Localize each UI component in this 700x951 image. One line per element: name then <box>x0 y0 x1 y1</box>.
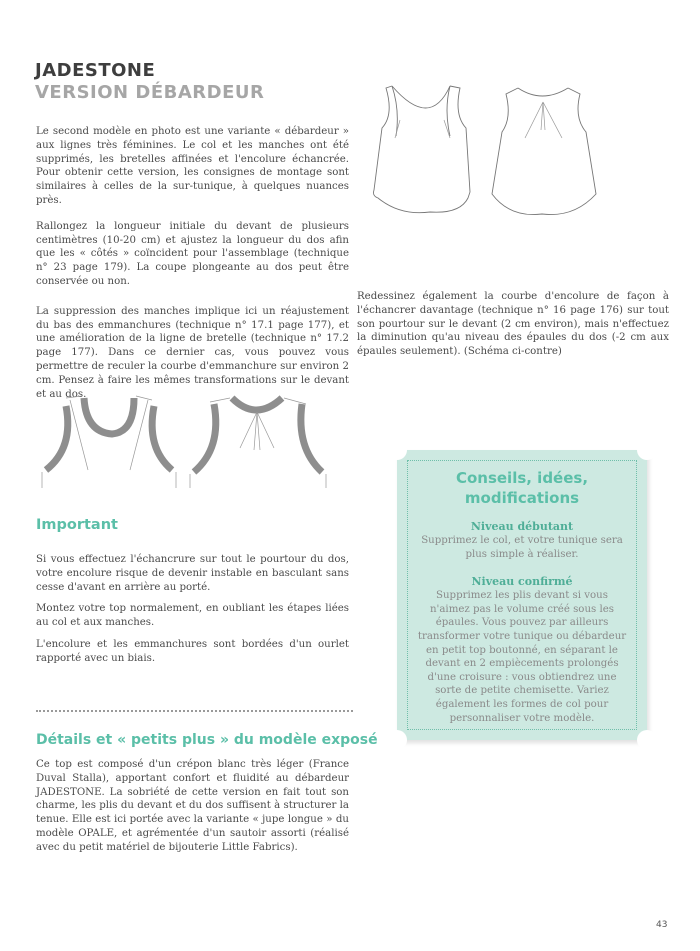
neckline-bias-front-drawing <box>42 396 176 488</box>
page-subtitle: VERSION DÉBARDEUR <box>35 82 265 103</box>
tips-title: Conseils, idées, modifications <box>455 469 589 507</box>
intro-text <box>36 125 349 413</box>
tip-level-label: Niveau débutant <box>470 520 574 533</box>
important-text <box>36 553 349 678</box>
tips-body <box>415 520 629 725</box>
corner-notch <box>637 730 657 750</box>
important-paragraph: Montez votre top normalement, en oubliant les étapes liées au col et aux manches. <box>36 603 349 629</box>
important-paragraph: Si vous effectuez l'échancrure sur tout le pourtour du dos, votre encolure risque de devenir instable en basculant sans cesse d'avant en arrière au porté. <box>36 554 349 593</box>
important-paragraph: L'encolure et les emmanchures sont bordées d'un ourlet rapporté avec un biais. <box>36 638 349 664</box>
details-text: Ce top est composé d'un crépon blanc très léger (France Duval Stalla), apportant confort et fluidité au débardeur JADESTONE. La sobriété de cette version en fait tout son charme, les plis du devant et du dos suffisent à structurer la tenue. Elle est ici portée avec la variante « jupe longue » du modèle OPALE, et agrémentée d'un sautoir assorti (réalisé avec du petit matériel de bijouterie Little Fabrics). <box>36 759 349 853</box>
important-heading: Important <box>36 517 118 533</box>
dotted-divider <box>36 710 353 712</box>
tank-top-illustrations <box>360 70 680 220</box>
neckline-text: Redessinez également la courbe d'encolure de façon à l'échancrer davantage (technique n° 16 page 176) sur tout son pourtour sur le devant (2 cm environ), mais n'effectuez la diminution qu'au niveau des épaules du dos (-2 cm aux épaules seulement). (Schéma ci-contre) <box>357 291 669 358</box>
tip-level-label: Niveau confirmé <box>471 575 573 589</box>
corner-notch <box>387 440 407 460</box>
intro-paragraph: Le second modèle en photo est une variante « débardeur » aux lignes très féminines. Le col et les manches ont été supprimés, les bretelles affinées et l'encolure échancrée. Pour obtenir cette version, les consignes de montage sont similaires à celles de la sur-tunique, à quelques nuances près. <box>36 126 349 206</box>
tips-box <box>397 450 647 740</box>
tank-top-front-drawing <box>374 86 471 213</box>
page-title: JADESTONE <box>35 60 156 81</box>
intro-paragraph: La suppression des manches implique ici un réajustement du bas des emmanchures (technique n° 17.1 page 177), et une amélioration de la ligne de bretelle (technique n° 17.2 page 177). Dans ce dernier cas, vous pouvez vous permettre de reculer la courbe d'emmanchure sur environ 2 cm. Pensez à faire les mêmes transformations sur le devant et au dos. <box>36 305 349 400</box>
corner-notch <box>387 730 407 750</box>
tip-level-text: Supprimez les plis devant si vous n'aimez pas le volume créé sous les épaules. Vous pouvez par ailleurs transformer votre tunique ou débardeur en petit top boutonné, en séparant le devant en 2 empiècements prolongés d'une croisure : vous obtiendrez une sorte de petite chemisette. Variez également les formes de col pour personnaliser votre modèle. <box>417 590 627 724</box>
bias-binding-illustrations <box>30 378 340 488</box>
tank-top-back-drawing <box>492 88 596 215</box>
page-number: 43 <box>656 920 668 930</box>
corner-notch <box>637 440 657 460</box>
intro-paragraph: Rallongez la longueur initiale du devant de plusieurs centimètres (10-20 cm) et ajustez la longueur du dos afin que les « côtés » coïncident pour l'assemblage (technique n° 23 page 179). La coupe plongeante au dos peut être conservée ou non. <box>36 220 349 287</box>
neckline-bias-back-drawing <box>190 398 326 488</box>
details-heading: Détails et « petits plus » du modèle exposé <box>36 732 378 748</box>
tip-level-text: Supprimez le col, et votre tunique sera plus simple à réaliser. <box>421 535 623 560</box>
